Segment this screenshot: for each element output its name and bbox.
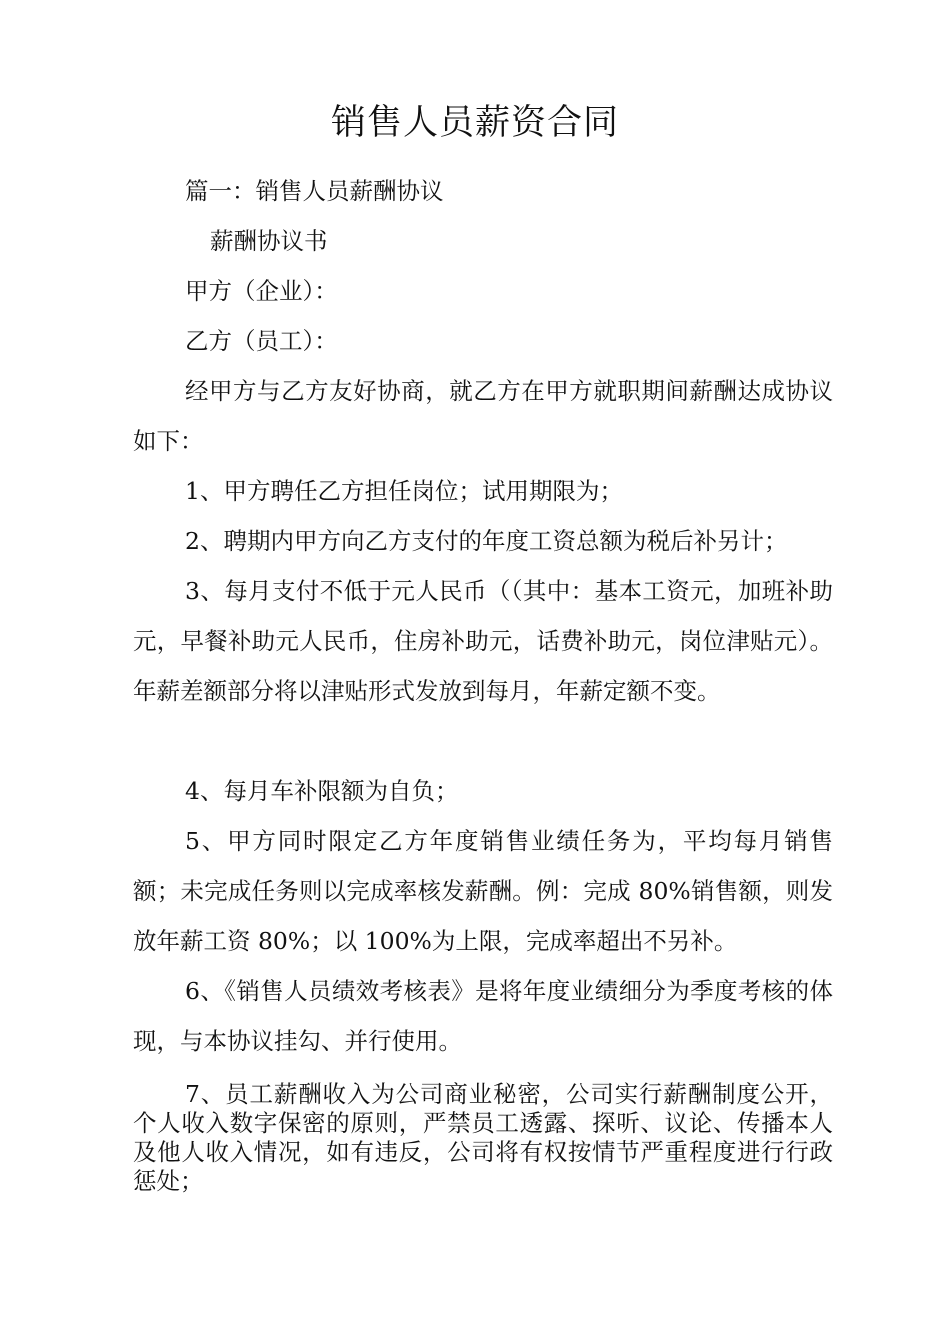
party-a-line: 甲方（企业）： xyxy=(185,277,338,305)
clause-7: 7、员工薪酬收入为公司商业秘密，公司实行薪酬制度公开，个人收入数字保密的原则，严禁员工透露、探听、议论、传播本人及他人收入情况，如有违反，公司将有权按情节严重程度进行行政惩处； xyxy=(133,1080,833,1195)
party-b-line: 乙方（员工）： xyxy=(185,327,338,355)
clause-2: 2、聘期内甲方向乙方支付的年度工资总额为税后补另计； xyxy=(185,527,788,555)
section-heading: 篇一：销售人员薪酬协议 xyxy=(185,177,444,205)
clause-6: 6、《销售人员绩效考核表》是将年度业绩细分为季度考核的体现，与本协议挂勾、并行使用。 xyxy=(133,977,833,1055)
clause-5: 5、甲方同时限定乙方年度销售业绩任务为，平均每月销售额；未完成任务则以完成率核发薪酬。例：完成 80%销售额，则发放年薪工资 80%；以 100%为上限，完成率超出不另补。 xyxy=(133,827,833,955)
clause-4: 4、每月车补限额为自负； xyxy=(185,777,459,805)
document-title: 销售人员薪资合同 xyxy=(330,103,619,143)
clause-1: 1、甲方聘任乙方担任岗位；试用期限为； xyxy=(185,477,623,505)
intro-paragraph: 经甲方与乙方友好协商，就乙方在甲方就职期间薪酬达成协议如下： xyxy=(133,377,833,455)
agreement-subtitle: 薪酬协议书 xyxy=(210,227,328,255)
clause-3: 3、每月支付不低于元人民币（（其中：基本工资元，加班补助元，早餐补助元人民币，住房补助元，话费补助元，岗位津贴元）。年薪差额部分将以津贴形式发放到每月，年薪定额不变。 xyxy=(133,577,833,705)
